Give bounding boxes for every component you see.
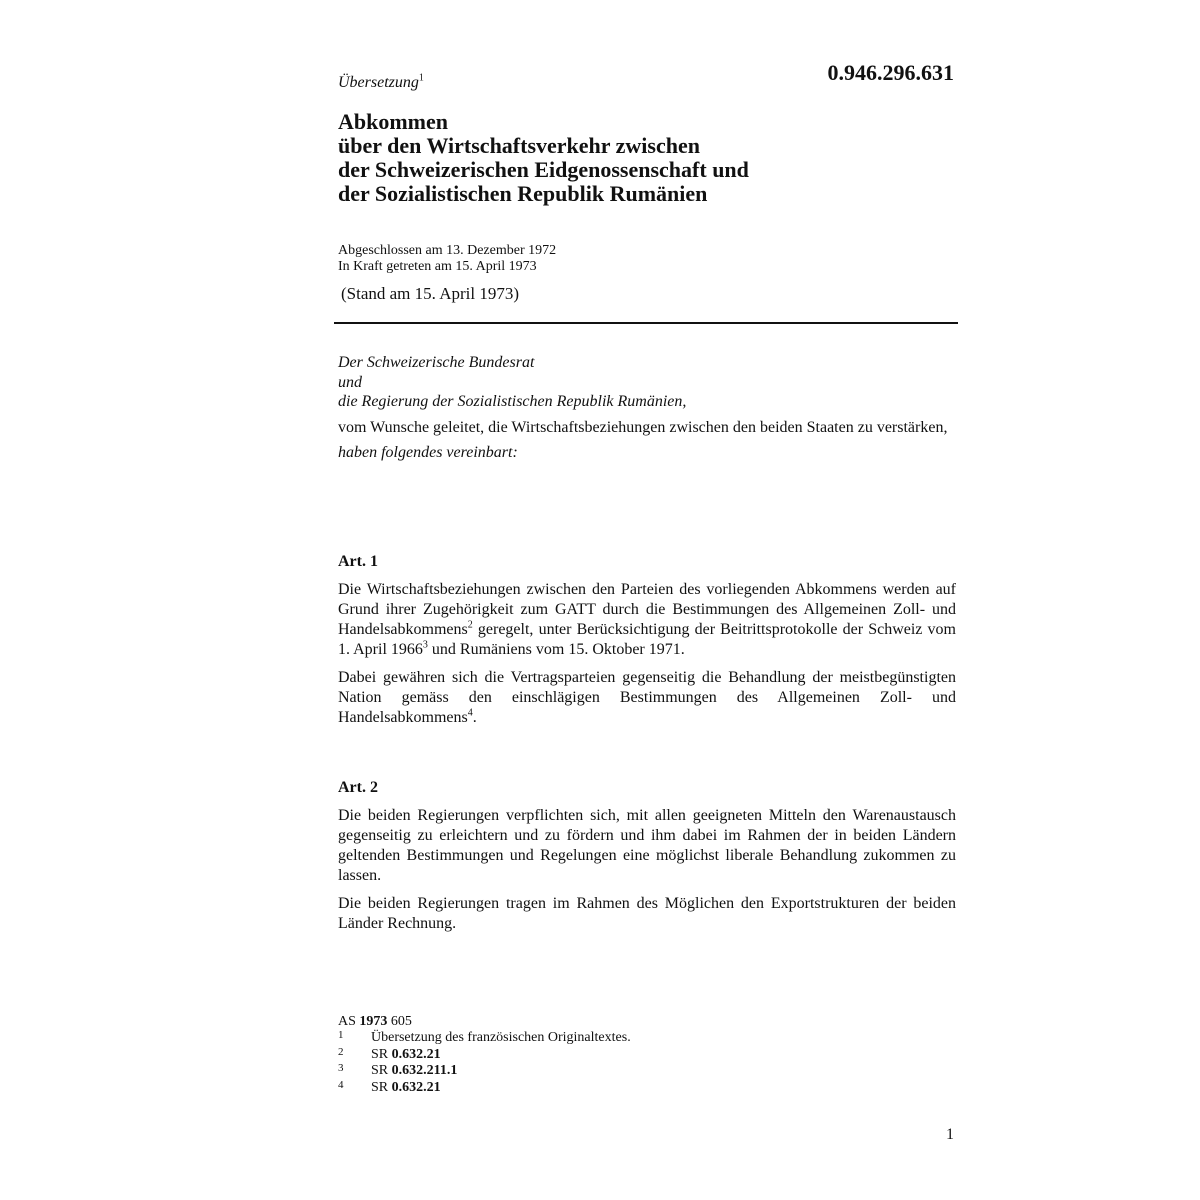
footnote (338, 1080, 631, 1097)
footnote-ref: 3 (422, 639, 428, 651)
translation-label-text: Übersetzung (338, 74, 419, 91)
translation-label (338, 74, 424, 92)
title-line: Abkommen (338, 109, 449, 134)
footnote-text: SR (371, 1079, 392, 1095)
article-heading: Art. 1 (338, 553, 378, 570)
article-paragraph (338, 580, 956, 660)
footnote-sr-number: 0.632.21 (391, 1046, 441, 1062)
preamble-agreed: haben folgendes vereinbart: (338, 444, 518, 461)
preamble (338, 353, 956, 463)
document-dates (338, 243, 556, 275)
footnote-number: 2 (338, 1045, 344, 1058)
footnote (338, 1063, 631, 1080)
preamble-and: und (338, 373, 362, 391)
footnote-ref: 1 (418, 72, 424, 84)
as-year: 1973 (359, 1014, 388, 1029)
as-page: 605 (390, 1014, 412, 1029)
footnote-text: SR (371, 1046, 392, 1062)
preamble-party-2: die Regierung der Sozialistischen Republik Rumänien, (338, 393, 687, 410)
official-collection-ref (338, 1013, 631, 1030)
footnote-sr-number: 0.632.211.1 (391, 1063, 458, 1078)
paragraph-text: Die Wirtschaftsbeziehungen zwischen den Parteien des vorliegenden Abkommens werden auf Grund ihrer Zugehörigkeit zum GATT durch die Bestimmungen des Allgemeinen Zoll- und Handelsabkommens (338, 581, 956, 638)
concluded-date: Abgeschlossen am 13. Dezember 1972 (338, 243, 557, 258)
preamble-wish: vom Wunsche geleitet, die Wirtschaftsbeziehungen zwischen den beiden Staaten zu verstärken, (338, 418, 948, 436)
footnote-number: 3 (338, 1062, 344, 1074)
as-prefix: AS (338, 1014, 356, 1029)
footnote-number: 1 (338, 1029, 344, 1041)
title-line: der Sozialistischen Republik Rumänien (338, 181, 708, 206)
footnote (338, 1047, 631, 1064)
header-divider (334, 322, 958, 324)
article-paragraph: Die beiden Regierungen verpflichten sich, mit allen geeigneten Mitteln den Warenaustausch gegenseitig zu erleichtern und zu fördern und ihm dabei im Rahmen der in beiden Ländern geltenden Bestimmungen und Regelungen eine möglichst liberale Behandlung zukommen zu lassen. (338, 807, 956, 884)
sr-number: 0.946.296.631 (827, 60, 954, 85)
footnotes (338, 1013, 631, 1096)
footnote-ref: 2 (467, 619, 473, 631)
paragraph-text: geregelt, unter Berücksichtigung der Beitrittsprotokolle der Schweiz vom 1. April 1966 (338, 621, 956, 658)
status-date: (Stand am 15. April 1973) (341, 284, 520, 303)
footnote (338, 1030, 631, 1047)
title-line: über den Wirtschaftsverkehr zwischen (338, 133, 700, 158)
page-number: 1 (946, 1126, 954, 1143)
footnote-text: Übersetzung des französischen Originaltextes. (371, 1030, 631, 1045)
footnote-sr-number: 0.632.21 (391, 1079, 441, 1095)
footnote-ref: 4 (467, 707, 473, 719)
title-line: der Schweizerischen Eidgenossenschaft und (338, 157, 749, 182)
article-paragraph (338, 668, 956, 728)
article-2 (338, 778, 956, 942)
preamble-party-1: Der Schweizerische Bundesrat (338, 354, 535, 371)
paragraph-text: und Rumäniens vom 15. Oktober 1971. (427, 641, 685, 658)
document-title (338, 110, 958, 206)
article-paragraph: Die beiden Regierungen tragen im Rahmen des Möglichen den Exportstrukturen der beiden Länder Rechnung. (338, 895, 956, 932)
footnote-text: SR (371, 1063, 392, 1078)
in-force-date: In Kraft getreten am 15. April 1973 (338, 259, 537, 274)
article-1 (338, 552, 956, 736)
footnote-number: 4 (338, 1078, 344, 1091)
paragraph-text: . (472, 709, 477, 726)
paragraph-text: Dabei gewähren sich die Vertragsparteien gegenseitig die Behandlung der meistbegünstigten Nation gemäss den einschlägigen Bestimmungen des Allgemeinen Zoll- und Handelsabkommens (338, 669, 956, 726)
article-heading: Art. 2 (338, 779, 378, 796)
